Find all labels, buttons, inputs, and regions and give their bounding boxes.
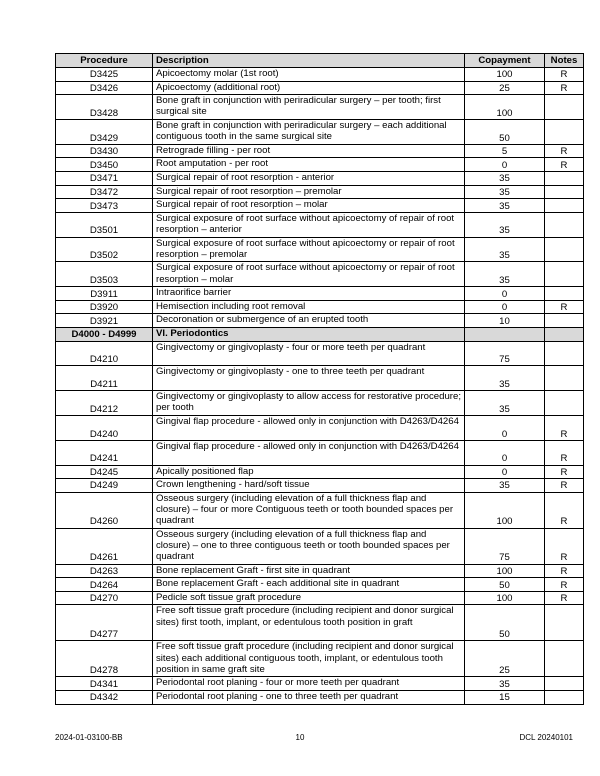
table-row [56, 391, 584, 416]
table-row [56, 465, 584, 479]
copayment-value: 50 [465, 605, 545, 641]
copayment-value: 25 [465, 641, 545, 677]
copayment-value: 35 [465, 185, 545, 199]
procedure-code: D4263 [56, 564, 153, 578]
notes-value [545, 691, 584, 705]
procedure-description: Free soft tissue graft procedure (including recipient and donor surgical sites) each additional contiguous tooth, implant, or edentulous tooth position in same graft site [153, 641, 465, 677]
procedure-code: D4245 [56, 465, 153, 479]
copayment-value: 10 [465, 314, 545, 328]
copayment-value: 35 [465, 199, 545, 213]
procedure-code: D4260 [56, 492, 153, 528]
procedure-description: Gingival flap procedure - allowed only in conjunction with D4263/D4264 [153, 415, 465, 440]
section-row [56, 327, 584, 341]
notes-value [545, 119, 584, 144]
procedure-code: D4261 [56, 528, 153, 564]
header-notes: Notes [545, 54, 584, 68]
notes-value: R [545, 68, 584, 82]
procedure-description: Periodontal root planing - four or more teeth per quadrant [153, 677, 465, 691]
procedure-description: Apicoectomy (additional root) [153, 81, 465, 95]
procedure-code: D4210 [56, 341, 153, 366]
fee-schedule-table [55, 53, 584, 705]
notes-value [545, 237, 584, 262]
copayment-value: 0 [465, 465, 545, 479]
procedure-code: D4241 [56, 440, 153, 465]
table-row [56, 605, 584, 641]
procedure-description: Free soft tissue graft procedure (including recipient and donor surgical sites) first tooth, implant, or edentulous tooth position in graft [153, 605, 465, 641]
procedure-description: Osseous surgery (including elevation of a full thickness flap and closure) – one to three contiguous teeth or tooth bounded spaces per quadrant [153, 528, 465, 564]
procedure-description: Gingivectomy or gingivoplasty - four or more teeth per quadrant [153, 341, 465, 366]
footer-version: DCL 20240101 [519, 733, 573, 742]
copayment-value: 15 [465, 691, 545, 705]
procedure-code: D3503 [56, 262, 153, 287]
notes-value: R [545, 492, 584, 528]
table-row [56, 119, 584, 144]
notes-value [545, 262, 584, 287]
table-row [56, 415, 584, 440]
procedure-description: Surgical repair of root resorption – molar [153, 199, 465, 213]
notes-value: R [545, 479, 584, 493]
procedure-code: D3429 [56, 119, 153, 144]
copayment-value: 35 [465, 366, 545, 391]
copayment-value: 0 [465, 415, 545, 440]
notes-value: R [545, 564, 584, 578]
notes-value: R [545, 465, 584, 479]
notes-value [545, 185, 584, 199]
notes-value [545, 171, 584, 185]
procedure-code: D3428 [56, 95, 153, 120]
procedure-code: D4277 [56, 605, 153, 641]
procedure-code: D3430 [56, 144, 153, 158]
table-row [56, 81, 584, 95]
procedure-description: Bone replacement Graft - first site in quadrant [153, 564, 465, 578]
notes-value [545, 199, 584, 213]
procedure-description: Pedicle soft tissue graft procedure [153, 591, 465, 605]
copayment-value: 50 [465, 119, 545, 144]
copayment-value: 75 [465, 528, 545, 564]
copayment-value: 35 [465, 391, 545, 416]
procedure-description: Osseous surgery (including elevation of a full thickness flap and closure) – four or more Contiguous teeth or tooth bounded spaces per quadrant [153, 492, 465, 528]
procedure-description: Root amputation - per root [153, 158, 465, 172]
table-row [56, 564, 584, 578]
table-row [56, 591, 584, 605]
procedure-code: D3911 [56, 287, 153, 301]
procedure-description: Bone replacement Graft - each additional site in quadrant [153, 578, 465, 592]
notes-value: R [545, 300, 584, 314]
table-row [56, 528, 584, 564]
procedure-description: Periodontal root planing - one to three teeth per quadrant [153, 691, 465, 705]
copayment-value: 5 [465, 144, 545, 158]
procedure-description: Apically positioned flap [153, 465, 465, 479]
notes-value [545, 95, 584, 120]
notes-value: R [545, 440, 584, 465]
copayment-value: 100 [465, 68, 545, 82]
copayment-value: 50 [465, 578, 545, 592]
procedure-description: Gingivectomy or gingivoplasty - one to three teeth per quadrant [153, 366, 465, 391]
copayment-value: 100 [465, 492, 545, 528]
copayment-value: 0 [465, 287, 545, 301]
copayment-value: 100 [465, 564, 545, 578]
procedure-code: D3450 [56, 158, 153, 172]
procedure-code: D3471 [56, 171, 153, 185]
procedure-code: D4278 [56, 641, 153, 677]
header-procedure: Procedure [56, 54, 153, 68]
header-copayment: Copayment [465, 54, 545, 68]
table-row [56, 212, 584, 237]
procedure-code: D4211 [56, 366, 153, 391]
table-row [56, 641, 584, 677]
copayment-value: 35 [465, 262, 545, 287]
copayment-value: 0 [465, 158, 545, 172]
section-notes-empty [545, 327, 584, 341]
procedure-code: D4240 [56, 415, 153, 440]
table-row [56, 287, 584, 301]
table-row [56, 691, 584, 705]
notes-value [545, 314, 584, 328]
copayment-value: 0 [465, 440, 545, 465]
notes-value [545, 341, 584, 366]
table-row [56, 237, 584, 262]
procedure-code: D4341 [56, 677, 153, 691]
procedure-code: D3472 [56, 185, 153, 199]
table-row [56, 262, 584, 287]
table-row [56, 578, 584, 592]
procedure-code: D3502 [56, 237, 153, 262]
copayment-value: 100 [465, 591, 545, 605]
notes-value [545, 677, 584, 691]
procedure-description: Bone graft in conjunction with periradicular surgery – each additional contiguous tooth in the same surgical site [153, 119, 465, 144]
procedure-code: D3425 [56, 68, 153, 82]
copayment-value: 75 [465, 341, 545, 366]
table-row [56, 492, 584, 528]
notes-value: R [545, 415, 584, 440]
procedure-description: Bone graft in conjunction with periradicular surgery – per tooth; first surgical site [153, 95, 465, 120]
procedure-code: D4342 [56, 691, 153, 705]
copayment-value: 0 [465, 300, 545, 314]
procedure-description: Surgical exposure of root surface without apicoectomy or repair of root resorption – premolar [153, 237, 465, 262]
copayment-value: 35 [465, 479, 545, 493]
procedure-description: Surgical exposure of root surface without apicoectomy or repair of root resorption – molar [153, 262, 465, 287]
procedure-code: D3501 [56, 212, 153, 237]
notes-value: R [545, 81, 584, 95]
notes-value: R [545, 578, 584, 592]
procedure-code: D3920 [56, 300, 153, 314]
procedure-description: Surgical exposure of root surface without apicoectomy of repair of root resorption – anterior [153, 212, 465, 237]
table-row [56, 158, 584, 172]
procedure-code: D3426 [56, 81, 153, 95]
notes-value [545, 641, 584, 677]
table-row [56, 341, 584, 366]
notes-value: R [545, 591, 584, 605]
procedure-description: Surgical repair of root resorption - anterior [153, 171, 465, 185]
notes-value [545, 391, 584, 416]
table-body [56, 68, 584, 705]
procedure-description: Intraorifice barrier [153, 287, 465, 301]
table-row [56, 199, 584, 213]
footer-document-id: 2024-01-03100-BB [55, 733, 123, 742]
notes-value: R [545, 528, 584, 564]
procedure-code: D4270 [56, 591, 153, 605]
procedure-code: D4249 [56, 479, 153, 493]
procedure-code: D3921 [56, 314, 153, 328]
procedure-description: Decoronation or submergence of an erupted tooth [153, 314, 465, 328]
copayment-value: 35 [465, 171, 545, 185]
copayment-value: 100 [465, 95, 545, 120]
header-description: Description [153, 54, 465, 68]
copayment-value: 35 [465, 212, 545, 237]
footer-page-number: 10 [295, 733, 305, 742]
procedure-code: D3473 [56, 199, 153, 213]
table-row [56, 144, 584, 158]
procedure-description: Gingivectomy or gingivoplasty to allow access for restorative procedure; per tooth [153, 391, 465, 416]
section-copayment-empty [465, 327, 545, 341]
procedure-description: Hemisection including root removal [153, 300, 465, 314]
procedure-description: Crown lengthening - hard/soft tissue [153, 479, 465, 493]
procedure-description: Apicoectomy molar (1st root) [153, 68, 465, 82]
procedure-description: Surgical repair of root resorption – premolar [153, 185, 465, 199]
procedure-code: D4264 [56, 578, 153, 592]
notes-value: R [545, 144, 584, 158]
table-row [56, 677, 584, 691]
procedure-description: Gingival flap procedure - allowed only in conjunction with D4263/D4264 [153, 440, 465, 465]
copayment-value: 35 [465, 677, 545, 691]
table-header-row [56, 54, 584, 68]
notes-value: R [545, 158, 584, 172]
copayment-value: 25 [465, 81, 545, 95]
table-row [56, 366, 584, 391]
table-row [56, 95, 584, 120]
notes-value [545, 212, 584, 237]
table-row [56, 300, 584, 314]
table-row [56, 68, 584, 82]
notes-value [545, 605, 584, 641]
notes-value [545, 287, 584, 301]
procedure-description: Retrograde filling - per root [153, 144, 465, 158]
procedure-code: D4212 [56, 391, 153, 416]
table-row [56, 171, 584, 185]
section-title: VI. Periodontics [153, 327, 465, 341]
table-row [56, 479, 584, 493]
table-row [56, 185, 584, 199]
notes-value [545, 366, 584, 391]
table-row [56, 314, 584, 328]
copayment-value: 35 [465, 237, 545, 262]
section-code-range: D4000 - D4999 [56, 327, 153, 341]
table-row [56, 440, 584, 465]
